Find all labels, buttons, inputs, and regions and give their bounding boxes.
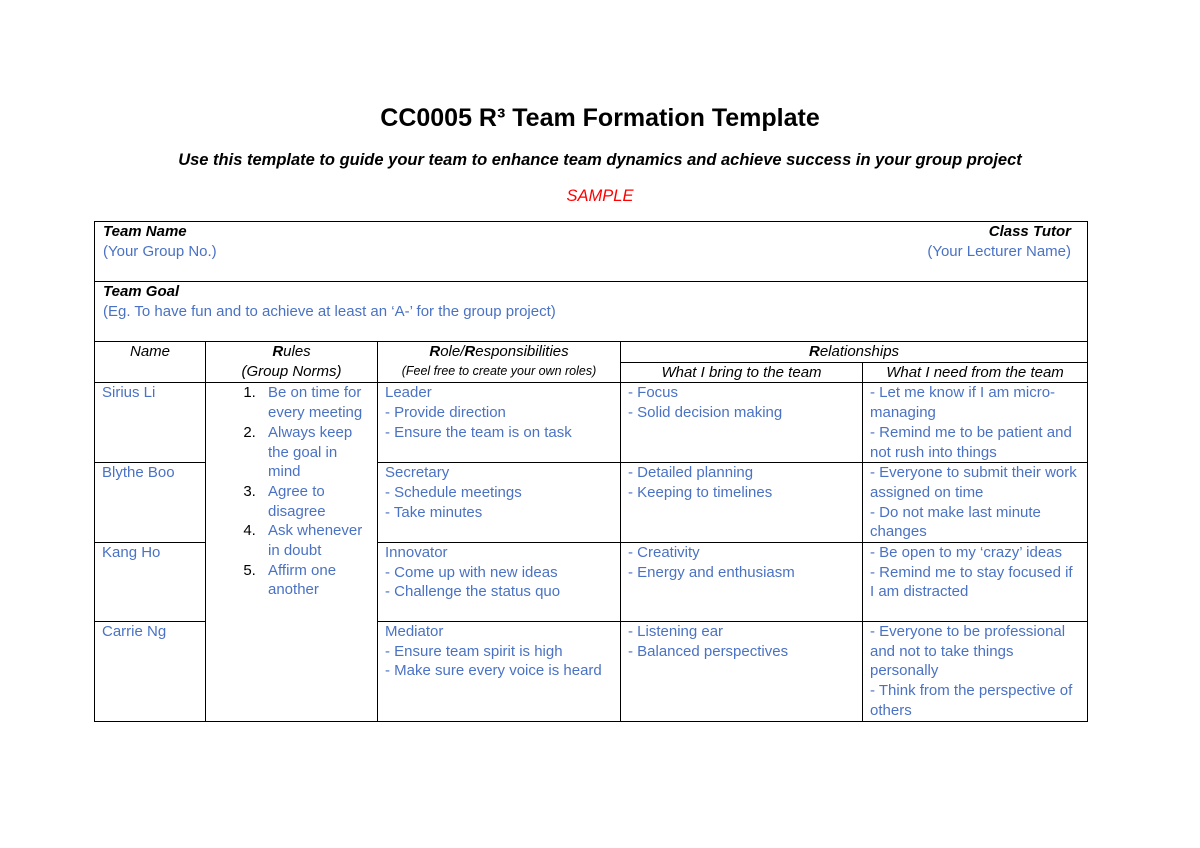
cell-line: - Challenge the status quo — [385, 583, 561, 601]
cell-line: - Ensure team spirit is high — [385, 642, 563, 660]
rule-item: 5. Affirm one another — [260, 561, 373, 600]
cell-line: - Remind me to stay focused if I am distracted — [870, 563, 1073, 601]
cell-line: - Remind me to be patient and not rush into things — [870, 423, 1072, 461]
cell-line: Innovator — [385, 544, 448, 562]
header-name — [95, 342, 206, 383]
cell-line: - Balanced perspectives — [628, 642, 789, 660]
header-role-title — [380, 342, 618, 362]
header-rules-rest: ules — [283, 343, 311, 360]
sample-label: SAMPLE — [566, 187, 634, 205]
member-role — [378, 622, 621, 722]
cell-line: - Focus — [628, 384, 679, 402]
cell-line: - Everyone to be professional and not to take things personally — [870, 623, 1066, 680]
cell-line: - Come up with new ideas — [385, 563, 558, 581]
document-subtitle: Use this template to guide your team to enhance team dynamics and achieve success in your group project — [178, 151, 1022, 169]
header-resp-r: R — [464, 343, 476, 360]
cell-line: - Keeping to timelines — [628, 483, 773, 501]
cell-line: - Solid decision making — [628, 404, 783, 422]
member-need — [863, 622, 1088, 722]
header-relationships — [621, 342, 1088, 363]
cell-line: - Creativity — [628, 544, 700, 562]
cell-line: Mediator — [385, 623, 444, 641]
cell-line: - Provide direction — [385, 404, 506, 422]
team-goal-value: (Eg. To have fun and to achieve at least an ‘A-’ for the group project) — [103, 302, 556, 320]
cell-line: - Energy and enthusiasm — [628, 563, 795, 581]
team-name-row — [95, 222, 1088, 282]
header-rules — [206, 342, 378, 383]
header-row — [95, 342, 1088, 363]
header-name-text: Name — [129, 343, 170, 360]
header-rel-rest: elationships — [819, 343, 900, 360]
header-rules-sub: (Group Norms) — [241, 362, 342, 380]
header-role-r: R — [429, 343, 441, 360]
team-formation-table — [94, 221, 1088, 722]
rule-item: 3. Agree to disagree — [260, 482, 373, 521]
header-role — [378, 342, 621, 383]
cell-line: - Listening ear — [628, 623, 724, 641]
cell-line: - Schedule meetings — [385, 483, 522, 501]
cell-line: - Be open to my ‘crazy’ ideas — [870, 544, 1063, 562]
header-resp-rest: esponsibilities — [475, 343, 569, 360]
rules-cell — [206, 383, 378, 721]
header-rules-r: R — [272, 343, 284, 360]
rule-item: 2. Always keep the goal in mind — [260, 423, 373, 482]
rule-item: 4. Ask whenever in doubt — [260, 521, 373, 560]
header-role-mid: ole/ — [440, 343, 465, 360]
team-name-label: Team Name — [103, 223, 187, 240]
cell-line: - Make sure every voice is heard — [385, 662, 602, 680]
header-rules-title — [214, 342, 369, 362]
class-tutor-label: Class Tutor — [988, 223, 1071, 240]
member-bring — [621, 463, 863, 543]
member-role — [378, 383, 621, 463]
team-info-cell — [95, 222, 1088, 282]
team-goal-row — [95, 282, 1088, 342]
header-role-sub: (Feel free to create your own roles) — [401, 363, 597, 378]
member-name: Kang Ho — [95, 543, 206, 622]
cell-line: - Detailed planning — [628, 464, 754, 482]
cell-line: Leader — [385, 384, 432, 402]
member-need — [863, 383, 1088, 463]
class-tutor-block — [927, 222, 1079, 261]
member-role — [378, 543, 621, 622]
rule-item: 1. Be on time for every meeting — [260, 383, 373, 422]
member-bring — [621, 383, 863, 463]
header-rel-r: R — [808, 343, 820, 360]
rules-list — [210, 383, 373, 600]
cell-line: - Let me know if I am micro-managing — [870, 384, 1056, 422]
cell-line: - Ensure the team is on task — [385, 423, 572, 441]
document-title: CC0005 R³ Team Formation Template — [380, 104, 820, 132]
member-name: Carrie Ng — [95, 622, 206, 722]
team-name-block — [103, 222, 217, 261]
member-bring — [621, 543, 863, 622]
cell-line: - Do not make last minute changes — [870, 503, 1041, 541]
cell-line: - Take minutes — [385, 503, 483, 521]
header-bring: What I bring to the team — [621, 362, 863, 383]
team-goal-label: Team Goal — [103, 283, 180, 300]
class-tutor-value: (Your Lecturer Name) — [927, 242, 1071, 260]
header-need: What I need from the team — [863, 362, 1088, 383]
team-name-value: (Your Group No.) — [103, 242, 217, 260]
member-bring — [621, 622, 863, 722]
member-need — [863, 463, 1088, 543]
member-name: Blythe Boo — [95, 463, 206, 543]
cell-line: Secretary — [385, 464, 450, 482]
member-row-1 — [95, 383, 1088, 463]
cell-line: - Everyone to submit their work assigned on time — [870, 464, 1077, 501]
cell-line: - Think from the perspective of others — [870, 682, 1073, 719]
member-role — [378, 463, 621, 543]
team-goal-cell — [95, 282, 1088, 342]
member-name: Sirius Li — [95, 383, 206, 463]
member-need — [863, 543, 1088, 622]
